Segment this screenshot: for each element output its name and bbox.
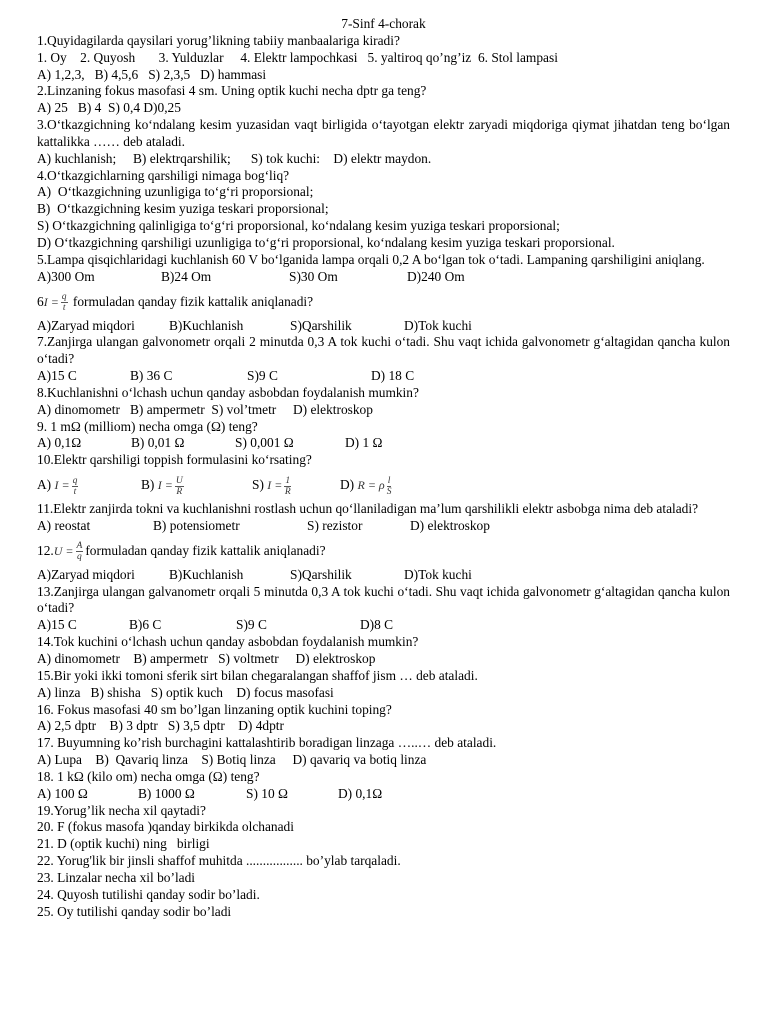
question-4-option-s: S) O‘tkazgichning qalinligiga to‘g‘ri proporsional, ko‘ndalang kesim yuziga teskari proporsional; (37, 218, 560, 234)
question-4-option-a: A) O‘tkazgichning uzunligiga to‘g‘ri proporsional; (37, 184, 314, 200)
question-3: 3.O‘tkazgichning ko‘ndalang kesim yuzasidan vaqt birligida o‘tayotgan elektr zaryadi miqdoriga qiymat jihatdan teng bo‘lgan kattalikka …… deb ataladi. (37, 117, 730, 149)
option-b: B) 1000 Ω (138, 785, 195, 801)
option-b: B)6 C (129, 617, 162, 633)
option-b: B) I = $\frac{U}{R}$ (141, 475, 183, 497)
option-s: S) rezistor (307, 517, 363, 533)
option-d: D) R = ρ $\frac{l}{S}$ (340, 475, 392, 497)
question-6-text: formuladan qanday fizik kattalik aniqlanadi? (72, 293, 314, 309)
formula-lhs: I = (43, 294, 59, 309)
option-s: S)9 C (247, 368, 278, 384)
option-b: B) 0,01 Ω (131, 435, 185, 451)
question-11: 11.Elektr zanjirda tokni va kuchlanishni rostlash uchun qo‘llaniladigan ma’lum qarshilikli elektr asbobga nima deb ataladi? (37, 501, 699, 517)
question-12-options (37, 567, 730, 584)
option-d: D)240 Om (407, 268, 465, 284)
question-14-options: A) dinomometr B) ampermetr S) voltmetr D) elektroskop (37, 651, 376, 666)
option-a: A)300 Om (37, 268, 95, 284)
question-23: 23. Linzalar necha xil bo’ladi (37, 869, 196, 885)
question-4-option-d: D) O‘tkazgichning qarshiligi uzunligiga to‘g‘ri proporsional, ko‘ndalang kesim yuziga teskari proporsional. (37, 234, 615, 250)
question-14: 14.Tok kuchini o‘lchash uchun qanday asbobdan foydalanish mumkin? (37, 634, 419, 650)
question-17-options: A) Lupa B) Qavariq linza S) Botiq linza D) qavariq va botiq linza (37, 752, 427, 768)
question-8: 8.Kuchlanishni o‘lchash uchun qanday asbobdan foydalanish mumkin? (37, 384, 419, 400)
question-16-options: A) 2,5 dptr B) 3 dptr S) 3,5 dptr D) 4dptr (37, 718, 284, 734)
question-20: 20. F (fokus masofa )qanday birkikda olchanadi (37, 819, 294, 835)
option-d: D)Tok kuchi (404, 566, 472, 582)
question-7: 7.Zanjirga ulangan galvonometr orqali 2 minutda 0,3 A tok kuchi o‘tadi. Shu vaqt ichida galvonometr g‘altagidan qancha kulon o‘tadi? (37, 334, 730, 367)
option-d: D)8 C (360, 617, 394, 633)
option-a: A)15 C (37, 617, 77, 633)
formula-fraction: $\frac{U}{R}$ (175, 475, 183, 497)
option-a: A)Zaryad miqdori (37, 317, 135, 333)
option-s: S)9 C (236, 617, 267, 633)
question-4: 4.O‘tkazgichlarning qarshiligi nimaga bog‘liq? (37, 167, 290, 183)
option-b: B)24 Om (161, 268, 212, 284)
question-19: 19.Yorug’lik necha xil qaytadi? (37, 802, 206, 818)
formula-fraction: $\frac{1}{R}$ (284, 475, 291, 497)
question-12-text: formuladan qanday fizik kattalik aniqlanadi? (85, 542, 326, 558)
question-13-options (37, 617, 730, 634)
question-1: 1.Quyidagilarda qaysilari yorug’likning tabiiy manbaalariga kiradi? (37, 32, 400, 48)
question-25: 25. Oy tutilishi qanday sodir bo’ladi (37, 903, 232, 919)
option-s: S)30 Om (289, 268, 338, 284)
question-7-options (37, 368, 730, 385)
question-22: 22. Yorug'lik bir jinsli shaffof muhitda ................. bo’ylab tarqaladi. (37, 853, 401, 869)
formula-lhs: U = (53, 543, 74, 558)
question-4-option-b: B) O‘tkazgichning kesim yuziga teskari proporsional; (37, 201, 329, 217)
question-9: 9. 1 mΩ (milliom) necha omga (Ω) teng? (37, 418, 258, 434)
option-a: A)15 C (37, 368, 77, 384)
question-2-options: A) 25 B) 4 S) 0,4 D)0,25 (37, 100, 181, 116)
question-5: 5.Lampa qisqichlaridagi kuchlanish 60 V bo‘lganida lampa orqali 0,2 A bo‘lgan tok o‘tadi. Lampaning qarshiligini aniqlang. (37, 251, 705, 267)
formula-fraction: $\frac{A}{q}$ (76, 541, 83, 563)
question-6 (37, 286, 730, 318)
question-10-options (37, 469, 730, 501)
formula-fraction: $\frac{q}{t}$ (61, 291, 67, 313)
question-10: 10.Elektr qarshiligi toppish formulasini ko‘rsating? (37, 452, 312, 468)
question-9-options (37, 435, 730, 452)
option-s: S)Qarshilik (290, 566, 352, 582)
question-16: 16. Fokus masofasi 40 sm bo’lgan linzaning optik kuchini toping? (37, 701, 392, 717)
formula-fraction: $\frac{q}{t}$ (72, 475, 78, 497)
question-17: 17. Buyumning ko’rish burchagini kattalashtirib boradigan linzaga …..… deb ataladi. (37, 735, 497, 751)
question-12-number: 12. (37, 542, 54, 558)
question-6-options (37, 318, 730, 335)
option-d: D) 1 Ω (345, 435, 383, 451)
option-d: D) elektroskop (410, 517, 490, 533)
question-18: 18. 1 kΩ (kilo om) necha omga (Ω) teng? (37, 768, 260, 784)
option-b: B)Kuchlanish (169, 566, 244, 582)
question-11-options (37, 518, 730, 535)
option-b: B) 36 C (130, 368, 173, 384)
option-a: A)Zaryad miqdori (37, 566, 135, 582)
option-b: B) potensiometr (153, 517, 240, 533)
option-d: D)Tok kuchi (404, 317, 472, 333)
question-24: 24. Quyosh tutilishi qanday sodir bo’ladi. (37, 886, 260, 902)
question-12 (37, 535, 730, 567)
option-a: A) 0,1Ω (37, 435, 82, 451)
question-5-options (37, 269, 730, 286)
question-8-options: A) dinomometr B) ampermetr S) vol’tmetr D) elektroskop (37, 401, 373, 417)
question-1-options: A) 1,2,3, B) 4,5,6 S) 2,3,5 D) hammasi (37, 66, 267, 82)
question-21: 21. D (optik kuchi) ning birligi (37, 836, 210, 852)
question-2: 2.Linzaning fokus masofasi 4 sm. Uning optik kuchi necha dptr ga teng? (37, 83, 427, 99)
question-13: 13.Zanjirga ulangan galvanometr orqali 5 minutda 0,3 A tok kuchi o‘tadi. Shu vaqt ichida galvonometr g‘altagidan qancha kulon o‘tadi? (37, 583, 730, 616)
question-1-items: 1. Oy 2. Quyosh 3. Yulduzlar 4. Elektr lampochkasi 5. yaltiroq qo’ng’iz 6. Stol lampasi (37, 49, 558, 65)
question-15-options: A) linza B) shisha S) optik kuch D) focus masofasi (37, 684, 334, 700)
question-18-options (37, 786, 730, 803)
formula-fraction: $\frac{l}{S}$ (386, 475, 392, 497)
page-title: 7-Sinf 4-chorak (341, 16, 426, 31)
question-15: 15.Bir yoki ikki tomoni sferik sirt bilan chegaralangan shaffof jism … deb ataladi. (37, 667, 478, 683)
option-a: A) reostat (37, 517, 91, 533)
option-a: A) 100 Ω (37, 785, 88, 801)
option-s: S) 0,001 Ω (235, 435, 294, 451)
question-3-options: A) kuchlanish; B) elektrqarshilik; S) tok kuchi: D) elektr maydon. (37, 150, 432, 166)
option-s: S) I = $\frac{1}{R}$ (252, 475, 291, 497)
option-b: B)Kuchlanish (169, 317, 244, 333)
option-d: D) 0,1Ω (338, 785, 383, 801)
option-d: D) 18 C (371, 368, 415, 384)
option-s: S) 10 Ω (246, 785, 288, 801)
option-a: A) I = $\frac{q}{t}$ (37, 475, 78, 497)
option-s: S)Qarshilik (290, 317, 352, 333)
question-6-number: 6 (37, 293, 44, 309)
